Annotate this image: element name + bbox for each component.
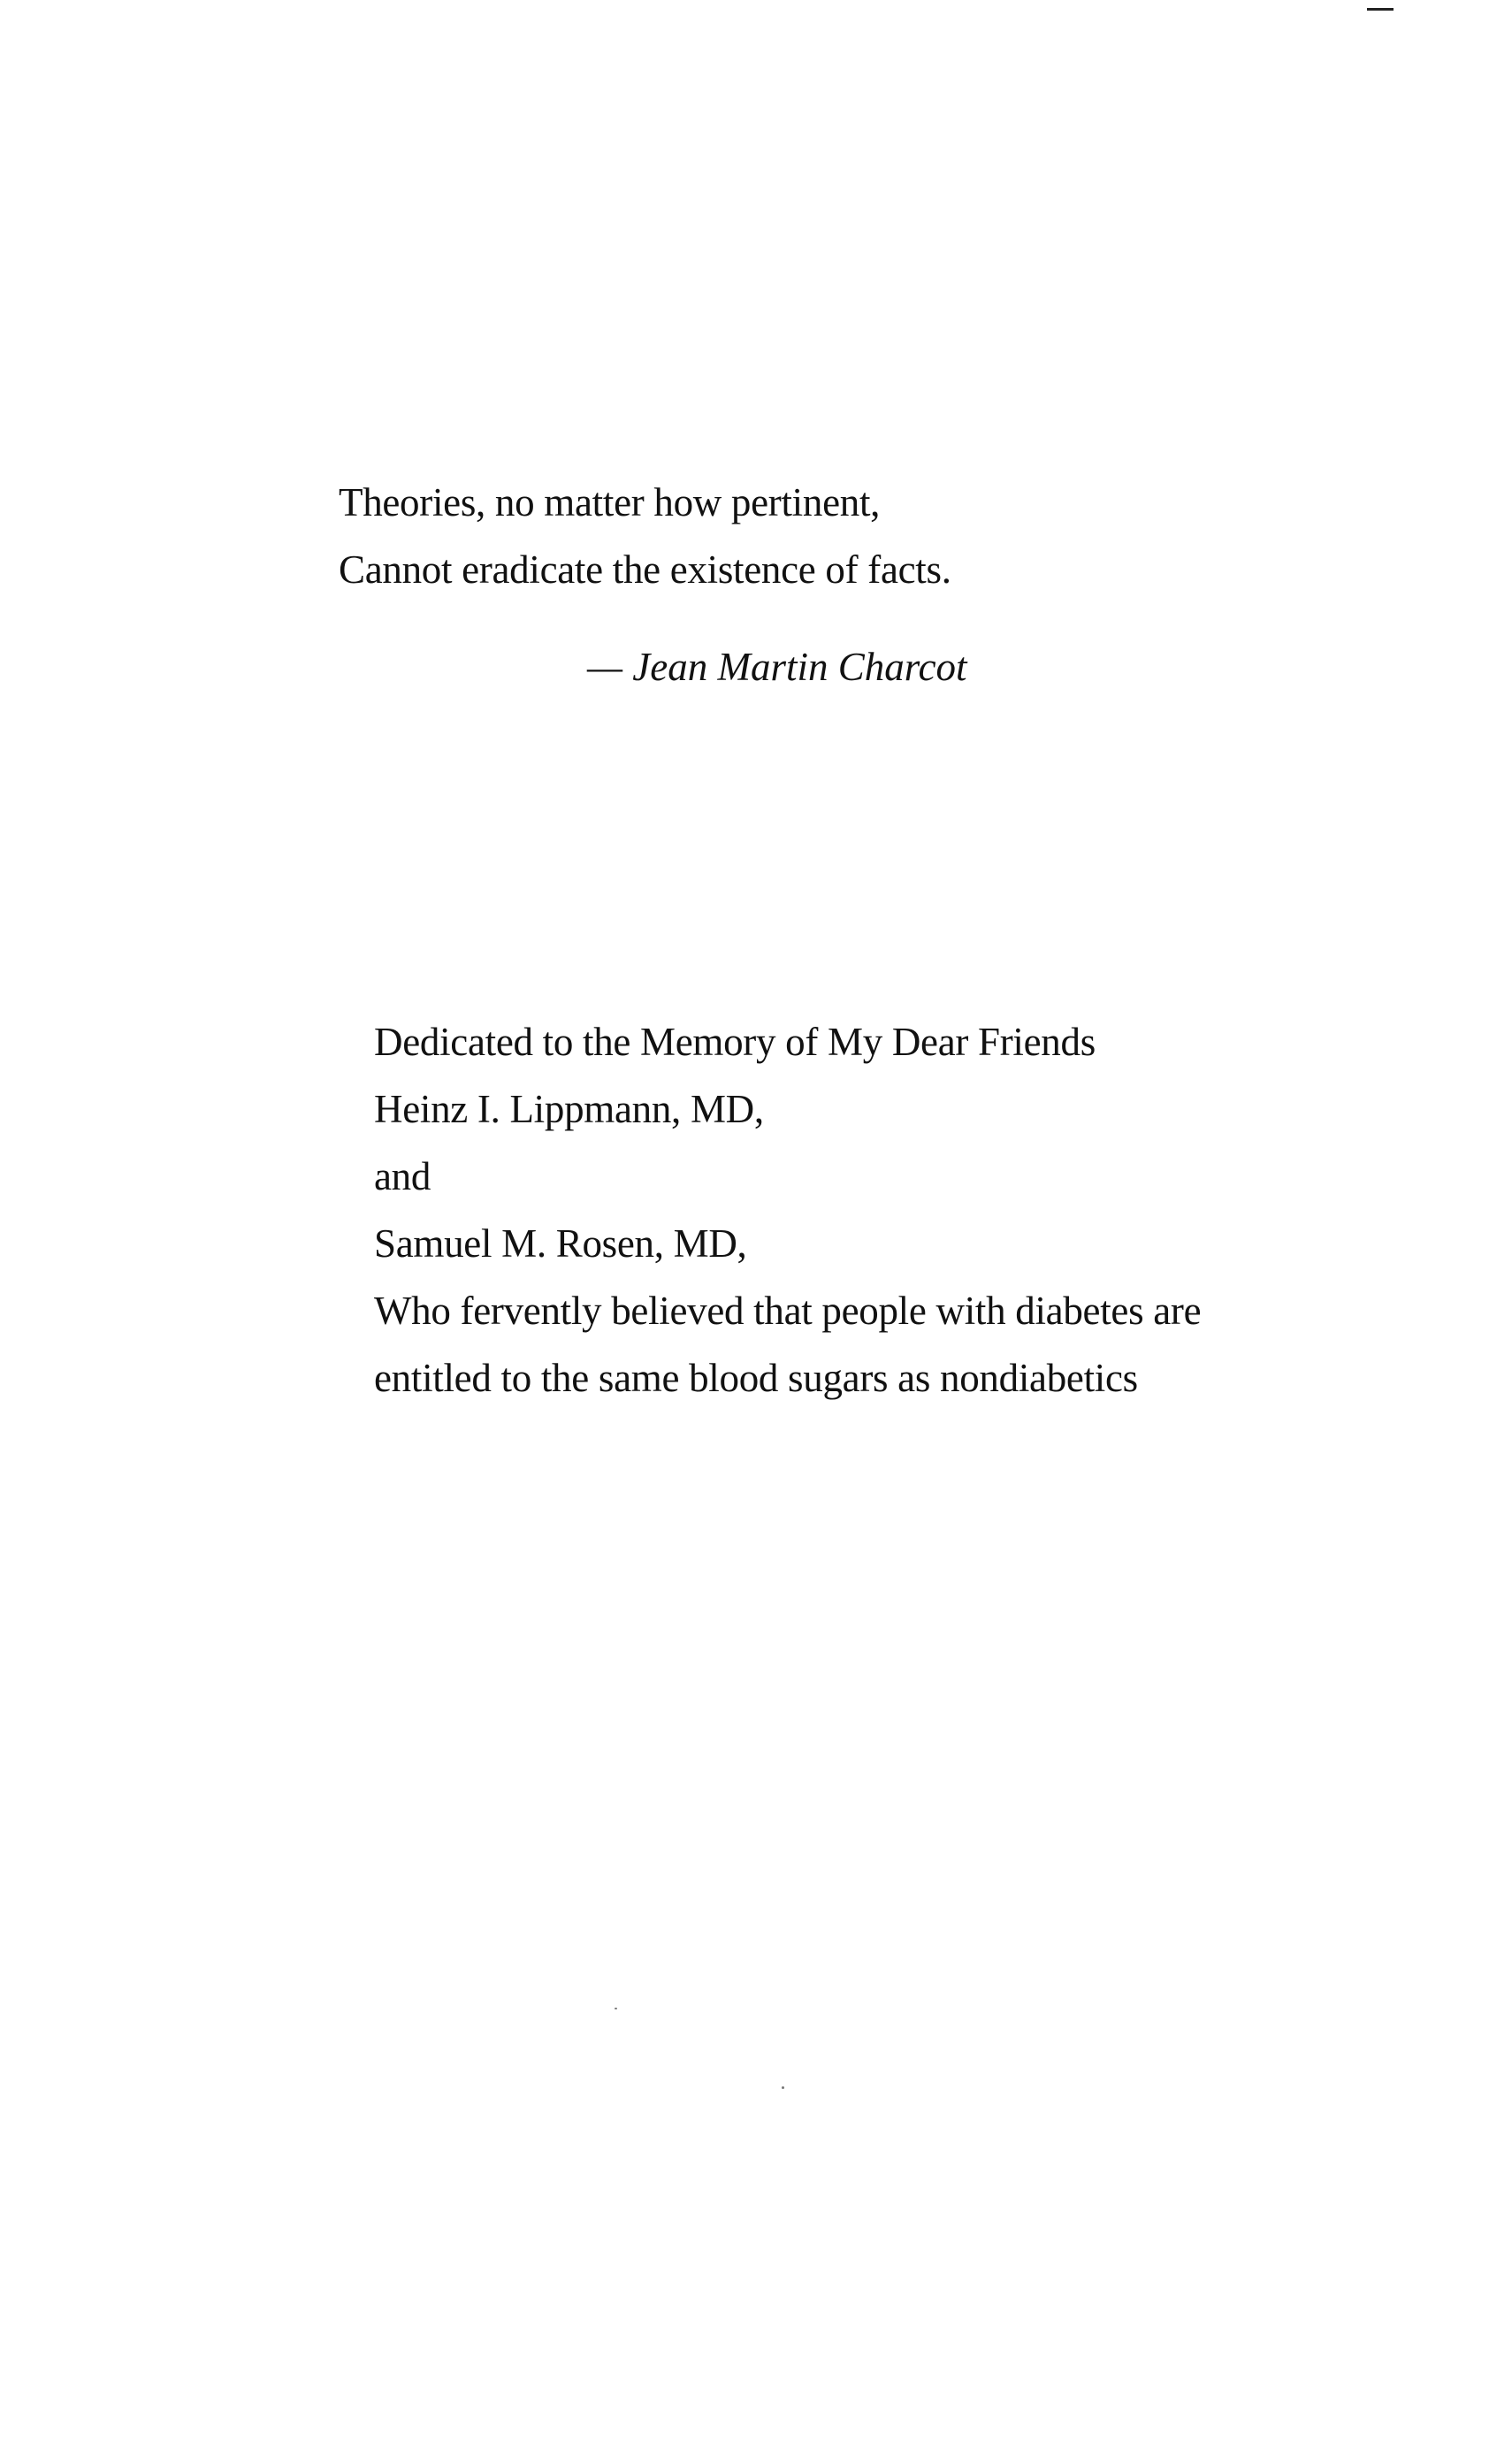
dedication [374,1008,1435,1412]
dedication-line-3: and [374,1154,431,1198]
dedication-line-5: Who fervently believed that people with diabetes are [374,1289,1202,1333]
scan-speck [615,2008,617,2009]
dedication-line-2: Heinz I. Lippmann, MD, [374,1087,764,1131]
epigraph [339,469,1223,603]
dedication-line-4: Samuel M. Rosen, MD, [374,1221,747,1266]
epigraph-attribution: — Jean Martin Charcot [587,645,967,689]
scan-speck [782,2086,784,2089]
epigraph-line-1: Theories, no matter how pertinent, [339,480,881,524]
scan-edge-mark [1367,8,1394,11]
dedication-line-1: Dedicated to the Memory of My Dear Friends [374,1020,1096,1064]
epigraph-line-2: Cannot eradicate the existence of facts. [339,547,951,592]
dedication-line-6: entitled to the same blood sugars as nondiabetics [374,1356,1138,1400]
